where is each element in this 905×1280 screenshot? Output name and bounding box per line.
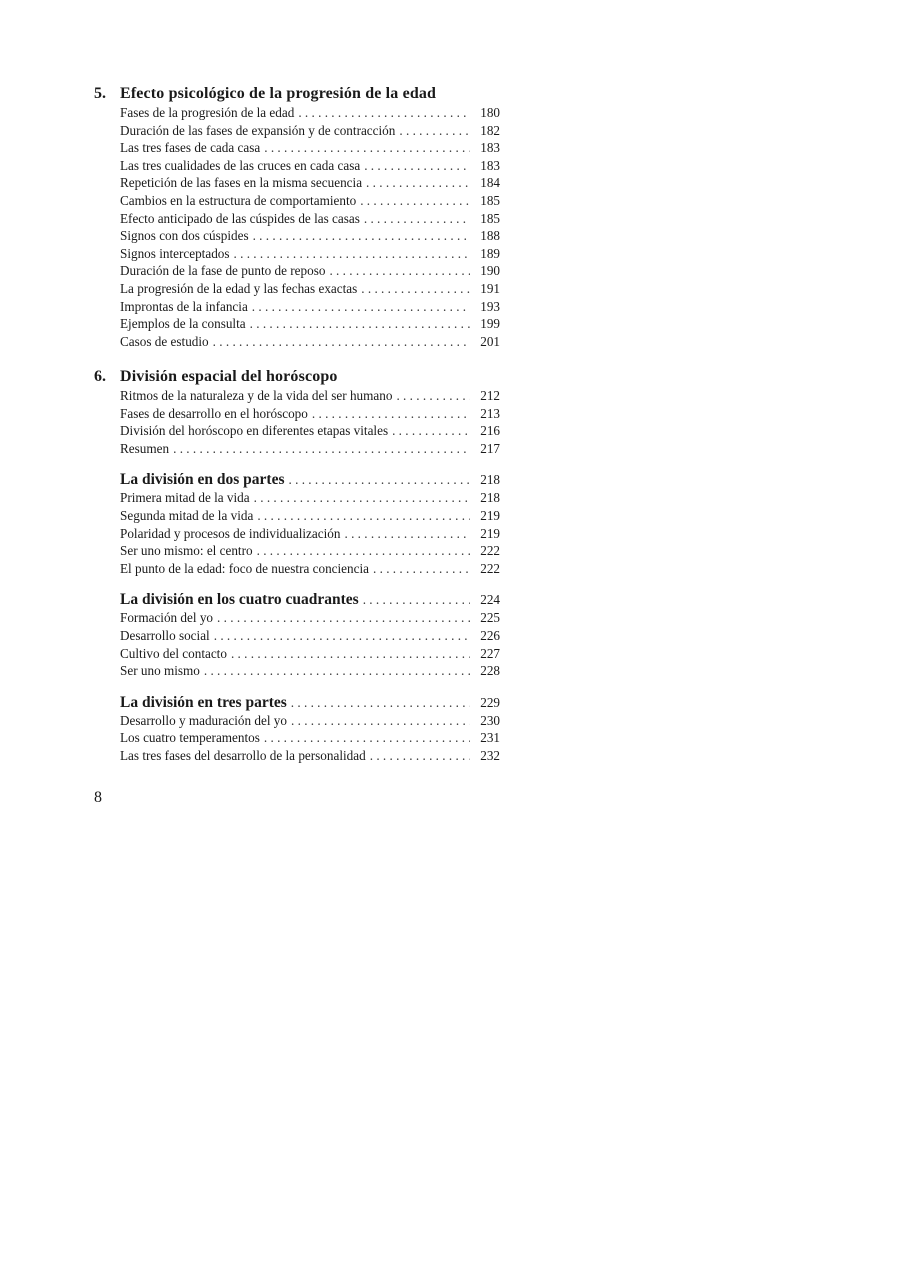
entry-title: El punto de la edad: foco de nuestra conciencia (120, 560, 369, 576)
dot-leader (254, 489, 470, 507)
entry-title: Duración de la fase de punto de reposo (120, 263, 326, 279)
toc-entry (120, 298, 500, 316)
section-title: La división en los cuatro cuadrantes (120, 591, 359, 609)
entry-title: Fases de desarrollo en el horóscopo (120, 405, 308, 421)
toc-entry (120, 662, 500, 680)
entry-page-number: 222 (480, 560, 500, 576)
chapter-5 (94, 84, 500, 350)
toc-entry (120, 192, 500, 210)
entry-page-number: 231 (480, 730, 500, 746)
chapter-heading (94, 84, 500, 104)
dot-leader (231, 645, 470, 663)
dot-leader (361, 280, 470, 298)
toc-entry (120, 157, 500, 175)
entry-page-number: 218 (480, 490, 500, 506)
dot-leader (264, 139, 470, 157)
entry-list (120, 104, 500, 350)
entry-list (120, 387, 500, 457)
entry-page-number: 189 (480, 245, 500, 261)
chapter-title: División espacial del horóscopo (120, 368, 338, 385)
entry-title: Repetición de las fases en la misma secuencia (120, 175, 363, 191)
chapter-number: 5. (94, 85, 106, 102)
entry-title: Las tres fases de cada casa (120, 140, 261, 156)
toc-entry (120, 542, 500, 560)
toc-entry (120, 525, 500, 543)
dot-leader (257, 507, 470, 525)
dot-leader (312, 405, 470, 423)
toc-entry (120, 174, 500, 192)
entry-page-number: 225 (480, 610, 500, 626)
entry-title: Desarrollo social (120, 627, 210, 643)
entry-title: Las tres fases del desarrollo de la personalidad (120, 747, 366, 763)
entry-title: Ser uno mismo (120, 663, 200, 679)
entry-title: Polaridad y procesos de individualización (120, 525, 341, 541)
entry-page-number: 185 (480, 210, 500, 226)
dot-leader (217, 609, 470, 627)
entry-page-number: 213 (480, 405, 500, 421)
toc-entry (120, 747, 500, 765)
toc-entry (120, 315, 500, 333)
entry-title: Efecto anticipado de las cúspides de las casas (120, 210, 360, 226)
entry-page-number: 222 (480, 543, 500, 559)
dot-leader (364, 210, 470, 228)
toc-entry (120, 627, 500, 645)
entry-page-number: 183 (480, 140, 500, 156)
entry-title: Las tres cualidades de las cruces en cada casa (120, 157, 361, 173)
dot-leader (329, 262, 470, 280)
toc-entry (120, 609, 500, 627)
dot-leader (344, 525, 470, 543)
entry-page-number: 182 (480, 122, 500, 138)
entry-page-number: 191 (480, 280, 500, 296)
dot-leader (370, 747, 470, 765)
chapter-heading (94, 367, 500, 387)
dot-leader (364, 157, 470, 175)
toc-entry (120, 405, 500, 423)
entry-page-number: 193 (480, 298, 500, 314)
entry-page-number: 188 (480, 228, 500, 244)
dot-leader (363, 590, 470, 609)
dot-leader (396, 387, 470, 405)
entry-page-number: 185 (480, 192, 500, 208)
dot-leader (291, 693, 470, 712)
entry-page-number: 224 (480, 592, 500, 608)
entry-title: Improntas de la infancia (120, 298, 248, 314)
toc-entry (120, 507, 500, 525)
entry-title: Desarrollo y maduración del yo (120, 712, 287, 728)
dot-leader (298, 104, 470, 122)
toc-entry (120, 645, 500, 663)
dot-leader (173, 440, 470, 458)
dot-leader (392, 422, 470, 440)
entry-title: Ser uno mismo: el centro (120, 543, 253, 559)
toc-entry (120, 422, 500, 440)
section-title: La división en dos partes (120, 471, 285, 489)
entry-title: Cambios en la estructura de comportamiento (120, 192, 357, 208)
section-heading (120, 693, 500, 712)
toc-entry (120, 712, 500, 730)
dot-leader (264, 729, 470, 747)
toc-entry (120, 280, 500, 298)
entry-list (120, 693, 500, 765)
entry-page-number: 190 (480, 263, 500, 279)
entry-page-number: 227 (480, 645, 500, 661)
section-heading (120, 470, 500, 489)
toc-entry (120, 333, 500, 351)
entry-page-number: 201 (480, 333, 500, 349)
dot-leader (373, 560, 470, 578)
entry-title: Cultivo del contacto (120, 645, 227, 661)
entry-page-number: 218 (480, 472, 500, 488)
dot-leader (213, 333, 470, 351)
entry-title: Primera mitad de la vida (120, 490, 250, 506)
dot-leader (366, 174, 470, 192)
toc-entry (120, 104, 500, 122)
entry-page-number: 219 (480, 525, 500, 541)
entry-page-number: 183 (480, 157, 500, 173)
entry-title: Resumen (120, 440, 170, 456)
toc-entry (120, 387, 500, 405)
entry-page-number: 199 (480, 316, 500, 332)
entry-page-number: 217 (480, 440, 500, 456)
toc-entry (120, 245, 500, 263)
entry-page-number: 230 (480, 712, 500, 728)
toc-entry (120, 139, 500, 157)
dot-leader (291, 712, 470, 730)
dot-leader (360, 192, 470, 210)
toc-entry (120, 729, 500, 747)
entry-page-number: 212 (480, 388, 500, 403)
chapter-title: Efecto psicológico de la progresión de la edad (120, 85, 437, 102)
entry-list (120, 470, 500, 577)
entry-list (120, 590, 500, 679)
entry-page-number: 226 (480, 627, 500, 643)
toc-entry (120, 210, 500, 228)
dot-leader (204, 662, 470, 680)
toc-entry (120, 262, 500, 280)
entry-page-number: 184 (480, 175, 500, 191)
entry-title: Signos con dos cúspides (120, 228, 249, 244)
entry-title: Formación del yo (120, 610, 214, 626)
dot-leader (289, 470, 470, 489)
entry-title: Signos interceptados (120, 245, 230, 261)
entry-title: La progresión de la edad y las fechas exactas (120, 280, 358, 296)
chapter-6 (94, 367, 500, 765)
entry-title: Segunda mitad de la vida (120, 507, 254, 523)
section-title: La división en tres partes (120, 693, 287, 711)
entry-title: Los cuatro temperamentos (120, 730, 260, 746)
entry-page-number: 219 (480, 507, 500, 523)
entry-page-number: 228 (480, 663, 500, 679)
dot-leader (252, 298, 470, 316)
dot-leader (250, 315, 470, 333)
toc-entry (120, 560, 500, 578)
entry-title: División del horóscopo en diferentes etapas vitales (120, 423, 389, 439)
entry-title: Ritmos de la naturaleza y de la vida del ser humano (120, 388, 393, 403)
chapter-number: 6. (94, 368, 106, 385)
toc-entry (120, 227, 500, 245)
entry-title: Ejemplos de la consulta (120, 316, 246, 332)
toc-entry (120, 440, 500, 458)
entry-page-number: 216 (480, 423, 500, 439)
dot-leader (253, 227, 470, 245)
dot-leader (399, 122, 470, 140)
toc-entry (120, 489, 500, 507)
entry-page-number: 229 (480, 694, 500, 710)
page-number: 8 (94, 789, 102, 806)
dot-leader (234, 245, 470, 263)
section-heading (120, 590, 500, 609)
dot-leader (214, 627, 470, 645)
entry-page-number: 180 (480, 105, 500, 120)
dot-leader (257, 542, 470, 560)
toc-entry (120, 122, 500, 140)
entry-title: Fases de la progresión de la edad (120, 105, 295, 120)
entry-title: Duración de las fases de expansión y de contracción (120, 122, 396, 138)
entry-page-number: 232 (480, 747, 500, 763)
entry-title: Casos de estudio (120, 333, 209, 349)
